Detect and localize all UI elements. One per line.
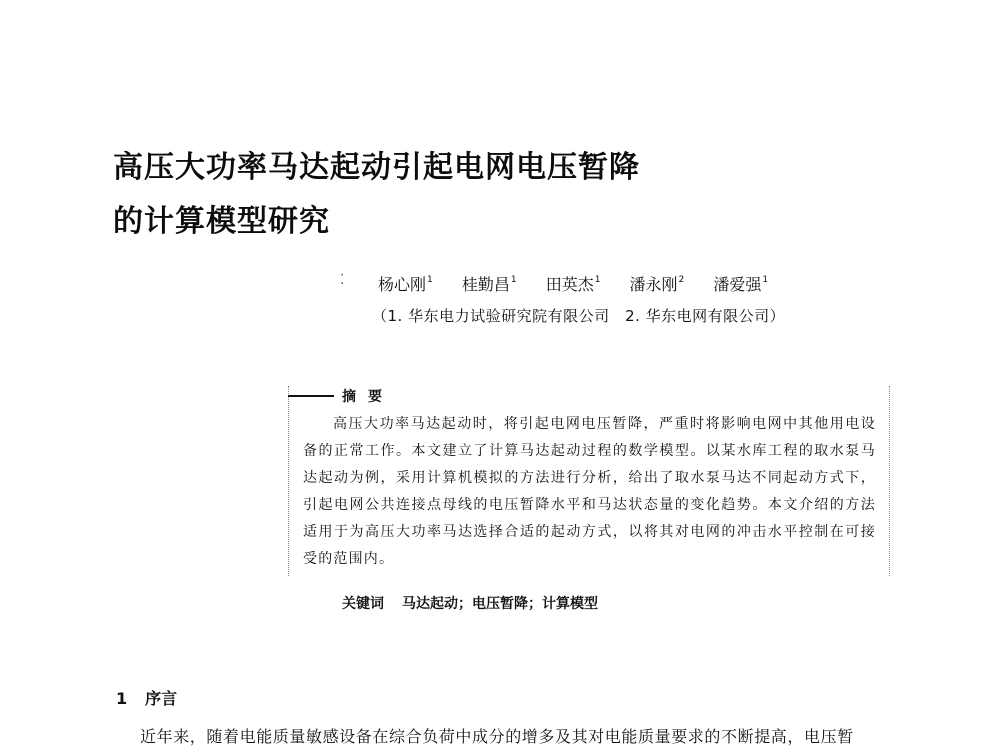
author: 杨心刚$^1$ [378, 275, 433, 294]
paper-title-line-1: 高压大功率马达起动引起电网电压暂降 [113, 150, 640, 185]
author: 潘爱强$^1$ [713, 275, 769, 294]
author: 桂勤昌$^1$ [461, 275, 517, 294]
scan-mark: ⁚ [340, 272, 345, 288]
section-number: 1 [116, 689, 128, 708]
section-title: 序言 [145, 689, 178, 708]
body-text: 近年来，随着电能质量敏感设备在综合负荷中成分的增多及其对电能质量要求的不断提高，电压暂 [140, 727, 854, 746]
author: 潘永刚$^2$ [629, 275, 685, 294]
section-heading [116, 686, 177, 709]
abstract-text: 高压大功率马达起动时，将引起电网电压暂降，严重时将影响电网中其他用电设备的正常工作。本文建立了计算马达起动过程的数学模型。以某水库工程的取水泵马达起动为例，采用计算机模拟的方法进行分析，给出了取水泵马达不同起动方式下，引起电网公共连接点母线的电压暂降水平和马达状态量的变化趋势。本文介绍的方法适用于为高压大功率马达选择合适的起动方式，以将其对电网的冲击水平控制在可接受的范围内。 [303, 416, 876, 567]
keywords-text: 马达起动；电压暂降；计算模型 [402, 596, 598, 612]
paper-title-line-2: 的计算模型研究 [113, 204, 330, 239]
affiliations: （1. 华东电力试验研究院有限公司 2. 华东电网有限公司） [372, 307, 786, 325]
abstract-heading: 摘要 [342, 389, 394, 405]
author-list [378, 272, 792, 295]
author: 田英杰$^1$ [545, 275, 601, 294]
abstract-heading-rule [288, 395, 334, 397]
keywords [342, 593, 598, 613]
keywords-label: 关键词 [342, 596, 384, 612]
